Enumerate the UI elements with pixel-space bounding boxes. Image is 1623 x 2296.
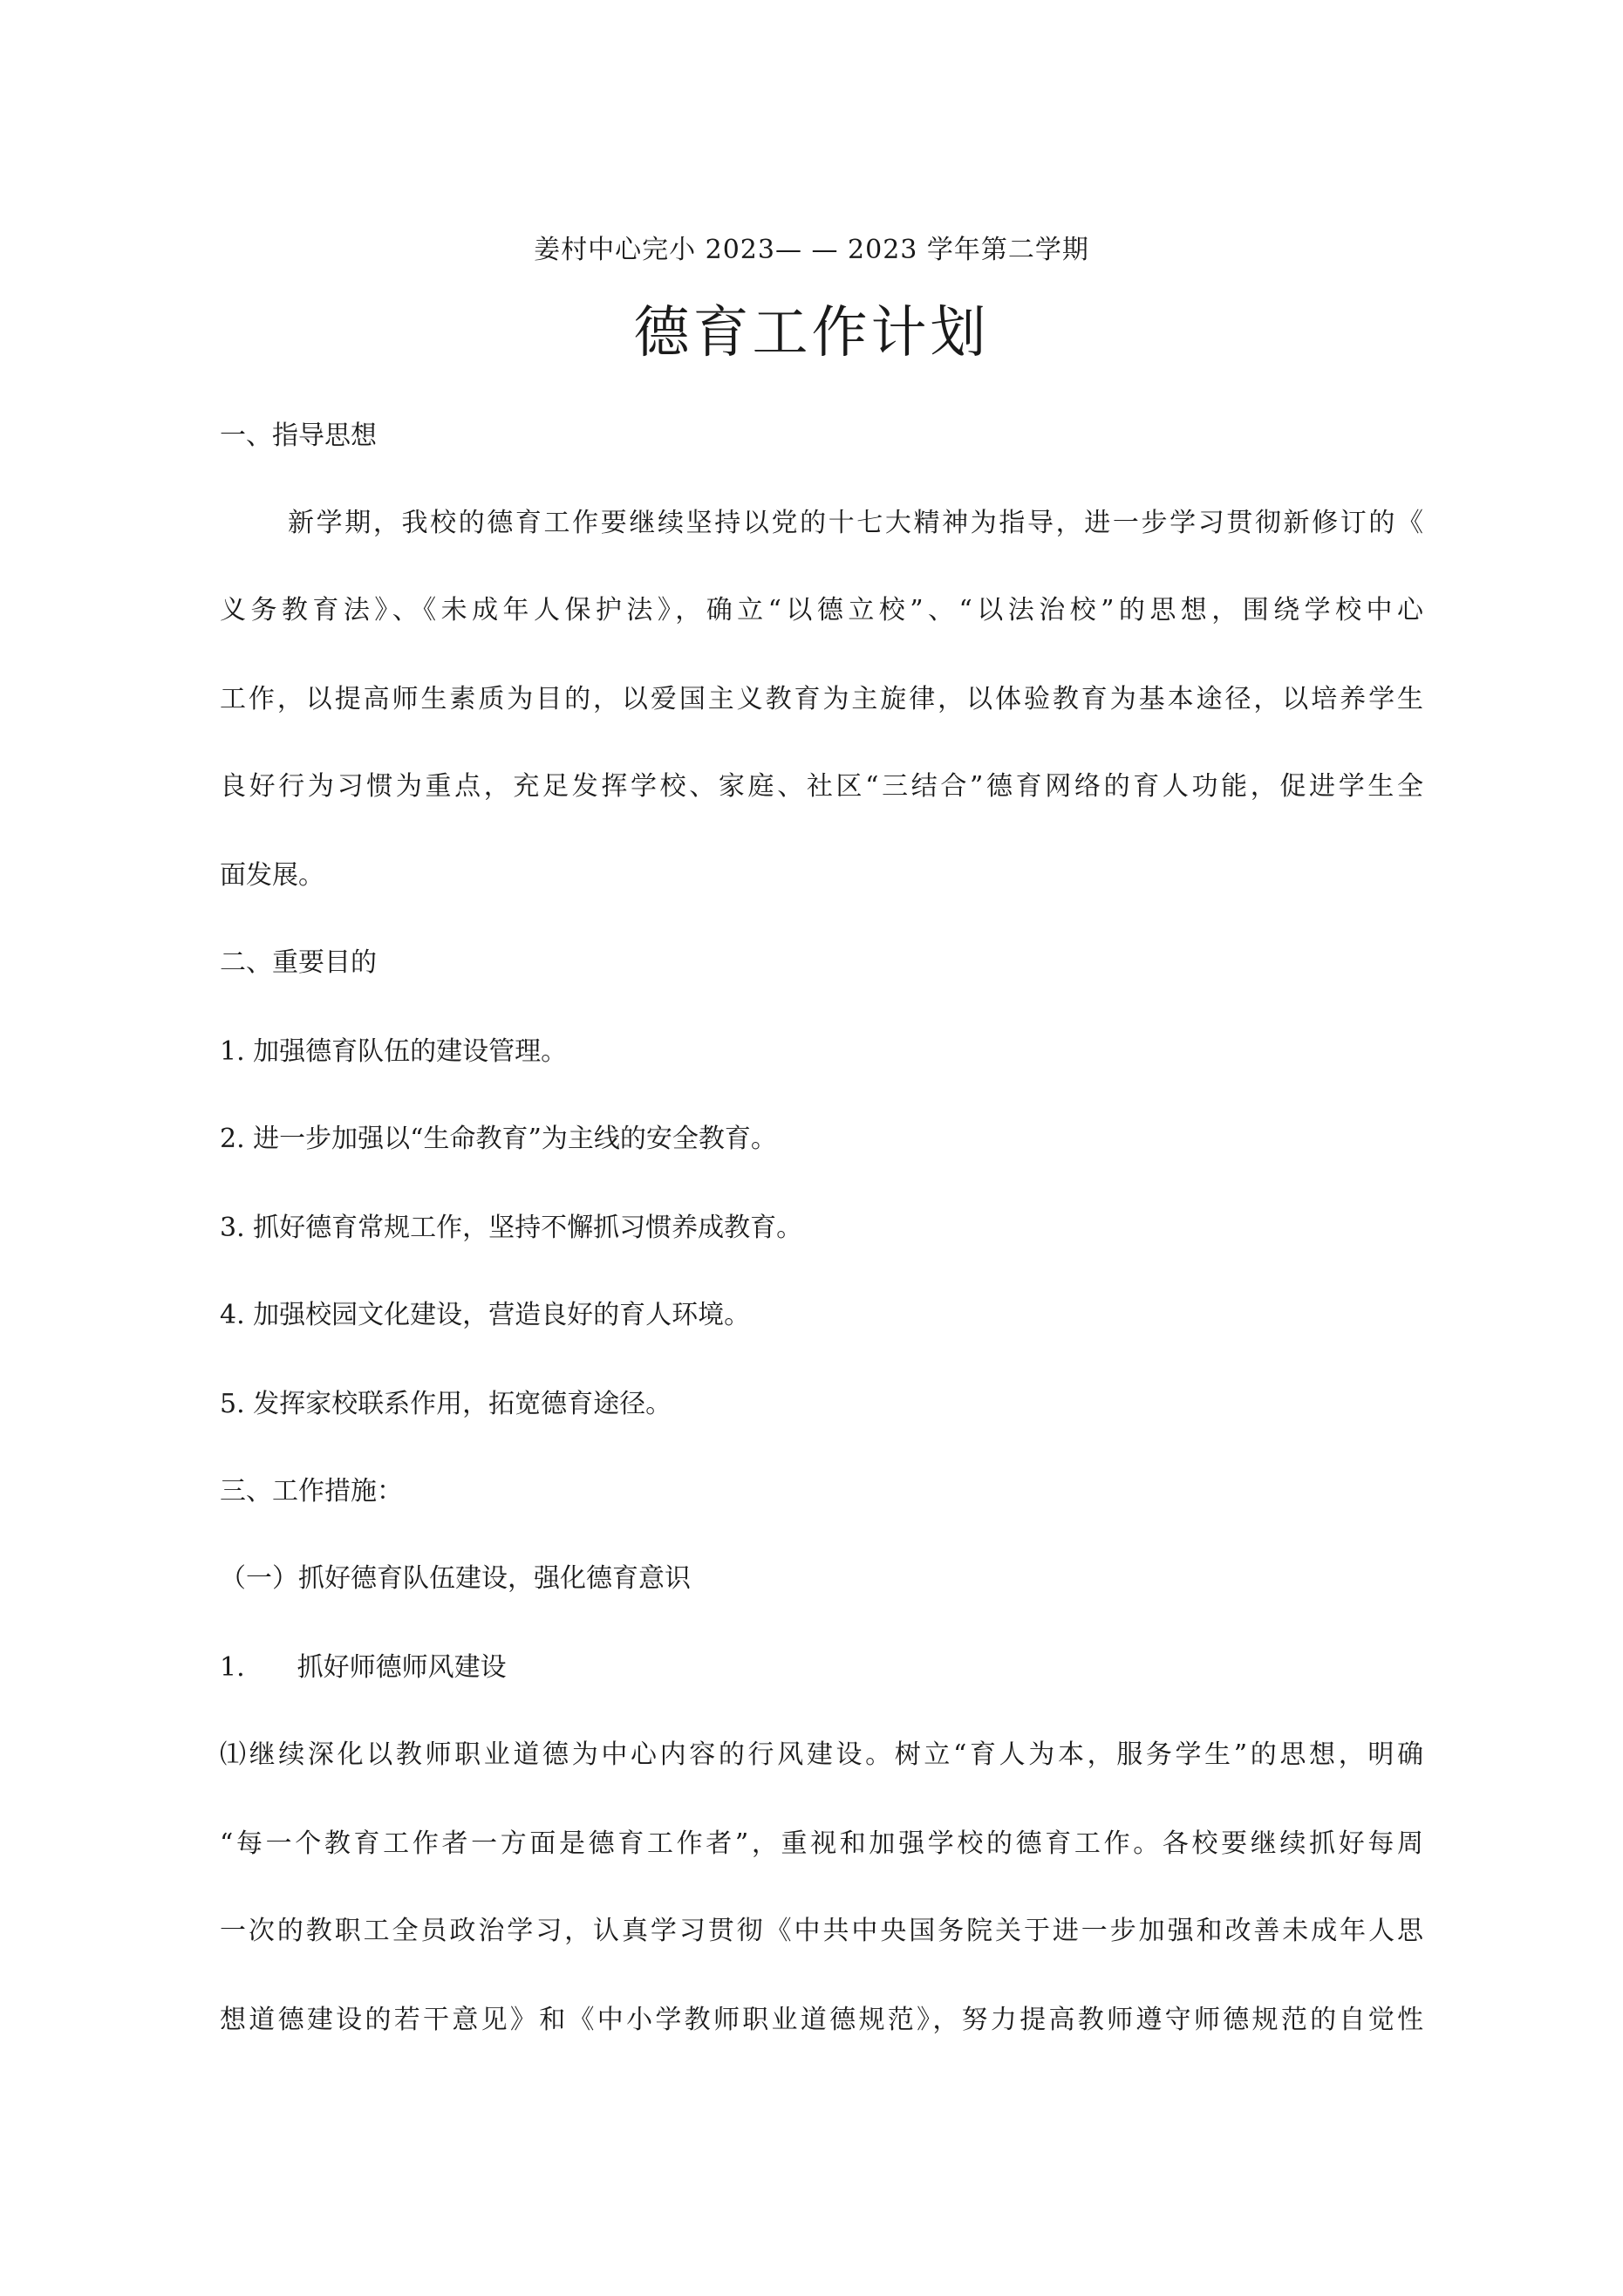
numbered-heading: 1. 抓好师德师风建设: [220, 1652, 507, 1683]
paragraph-line: ⑴继续深化以教师职业道德为中心内容的行风建设。树立“育人为本，服务学生”的思想，明确: [220, 1739, 1423, 1770]
paragraph-line: 面发展。: [220, 860, 324, 891]
document-title: 德育工作计划: [633, 301, 990, 366]
list-item: 4. 加强校园文化建设，营造良好的育人环境。: [220, 1300, 751, 1330]
section-heading-2: 二、重要目的: [220, 947, 377, 978]
paragraph-line: “每一个教育工作者一方面是德育工作者”，重视和加强学校的德育工作。各校要继续抓好每周: [220, 1828, 1423, 1859]
list-item: 3. 抓好德育常规工作，坚持不懈抓习惯养成教育。: [220, 1213, 803, 1243]
document-subtitle: 姜村中心完小 2023— — 2023 学年第二学期: [534, 235, 1089, 265]
list-item: 1. 加强德育队伍的建设管理。: [220, 1036, 568, 1067]
paragraph-line: 义务教育法》、《未成年人保护法》，确立“以德立校”、“以法治校”的思想，围绕学校中心: [220, 595, 1423, 625]
section-heading-1: 一、指导思想: [220, 420, 377, 451]
paragraph-line: 工作，以提高师生素质为目的，以爱国主义教育为主旋律，以体验教育为基本途径，以培养学生: [220, 684, 1423, 714]
list-item: 5. 发挥家校联系作用，拓宽德育途径。: [220, 1389, 672, 1419]
paragraph-line: 想道德建设的若干意见》和《中小学教师职业道德规范》，努力提高教师遵守师德规范的自觉性: [220, 2005, 1423, 2035]
subsection-heading: （一）抓好德育队伍建设，强化德育意识: [220, 1563, 691, 1594]
section-heading-3: 三、工作措施：: [220, 1476, 403, 1507]
paragraph-line: 一次的教职工全员政治学习，认真学习贯彻《中共中央国务院关于进一步加强和改善未成年人思: [220, 1916, 1423, 1946]
list-item: 2. 进一步加强以“生命教育”为主线的安全教育。: [220, 1124, 777, 1154]
paragraph-line: 良好行为习惯为重点，充足发挥学校、家庭、社区“三结合”德育网络的育人功能，促进学生全: [220, 771, 1423, 802]
paragraph-line: 新学期，我校的德育工作要继续坚持以党的十七大精神为指导，进一步学习贯彻新修订的《: [288, 508, 1423, 538]
